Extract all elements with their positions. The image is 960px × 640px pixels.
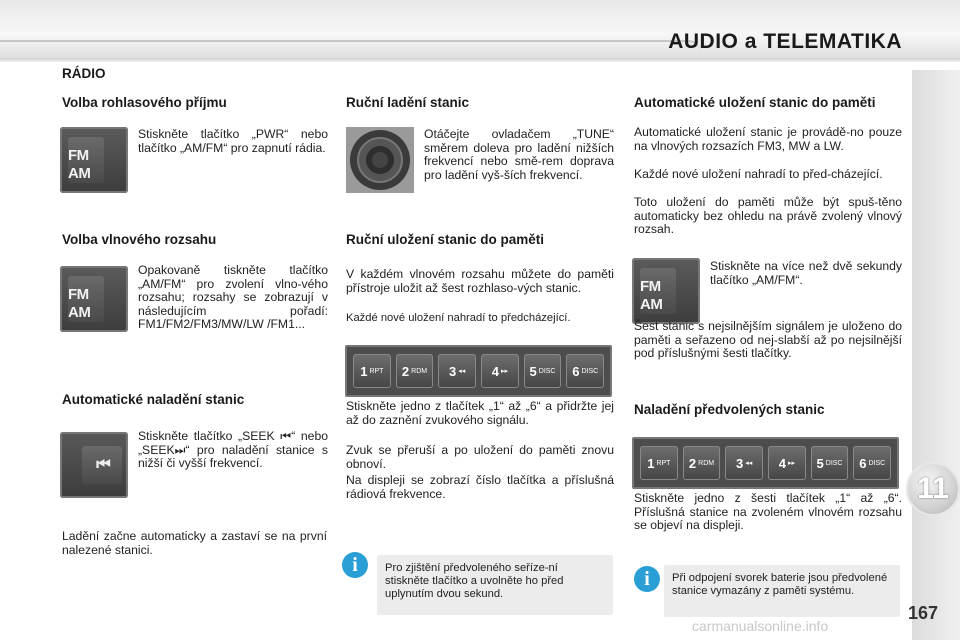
- preset-number: 2: [401, 363, 410, 379]
- info-icon: i: [634, 566, 660, 592]
- text-auto-ulozeni-btn: Stiskněte na více než dvě sekundy tlačítko „AM/FM“.: [710, 259, 902, 287]
- fm-label: FM: [68, 147, 89, 164]
- am-fm-button-icon: [60, 127, 128, 193]
- preset-key-1: [640, 446, 678, 480]
- am-label: AM: [68, 304, 91, 321]
- preset-number: 3: [736, 455, 744, 471]
- heading-volba-prijmu: Volba rohlasového příjmu: [62, 95, 227, 110]
- tune-knob-icon: [346, 127, 414, 193]
- heading-auto-naladeni: Automatické naladění stanic: [62, 392, 245, 407]
- preset-key-4: [768, 446, 806, 480]
- fm-label: FM: [68, 286, 89, 303]
- am-fm-button-icon: [60, 266, 128, 332]
- preset-sub-label: DISC: [868, 459, 886, 467]
- preset-number: 5: [816, 455, 824, 471]
- heading-rucni-ladeni: Ruční ladění stanic: [346, 95, 470, 110]
- preset-sub-label: DISC: [581, 367, 599, 375]
- am-label: AM: [640, 296, 663, 313]
- tune-knob-image: [346, 127, 414, 193]
- heading-volba-rozsahu: Volba vlnového rozsahu: [62, 232, 217, 247]
- preset-number: 1: [360, 363, 368, 379]
- preset-sub-label: ◂◂: [458, 368, 466, 375]
- text-rucni-ulozeni: V každém vlnovém rozsahu můžete do paměti přístroje uložit až šest rozhlaso-vých stanic.: [346, 267, 614, 295]
- preset-number: 4: [778, 455, 786, 471]
- preset-key-1: [353, 354, 391, 388]
- am-fm-button-icon: [632, 258, 700, 324]
- text-auto-ulozeni-4: Šest stanic s nejsilnějším signálem je uloženo do paměti a seřazeno od nej-slabší až po nejsilnější pod příslušnými šesti tlačítky.: [634, 319, 902, 360]
- text-auto-naladeni-note: Ladění začne automaticky a zastaví se na první nalezené stanici.: [62, 529, 327, 557]
- preset-sub-label: DISC: [538, 367, 556, 375]
- text-rucni-ulozeni-2: Stiskněte jedno z tlačítek „1“ až „6“ a přidržte jej až do zaznění zvukového signálu.: [346, 399, 614, 427]
- text-predvolene: Stiskněte jedno z šesti tlačítek „1“ až „6“. Příslušná stanice na zvoleném vlnovém rozsahu se objeví na displeji.: [634, 491, 902, 532]
- preset-key-3: [438, 354, 476, 388]
- preset-number: 2: [688, 455, 697, 471]
- text-auto-naladeni: Stiskněte tlačítko „SEEK ⏮“ nebo „SEEK⏭“ pro naladění stanice s nižší či vyšší frekvencí.: [138, 429, 328, 470]
- text-rucni-ulozeni-4: Na displeji se zobrazí číslo tlačítka a příslušná rádiová frekvence.: [346, 473, 614, 501]
- preset-key-3: [725, 446, 763, 480]
- page-title: AUDIO a TELEMATIKA: [668, 30, 902, 53]
- header-divider: [0, 58, 960, 62]
- preset-number: 6: [859, 455, 867, 471]
- chapter-sidebar: [912, 70, 960, 640]
- heading-predvolene: Naladění předvolených stanic: [634, 402, 825, 417]
- section-title: RÁDIO: [62, 66, 106, 81]
- text-rucni-ulozeni-3: Zvuk se přeruší a po uložení do paměti znovu obnoví.: [346, 443, 614, 471]
- watermark: carmanualsonline.info: [692, 618, 829, 634]
- preset-key-4: [481, 354, 519, 388]
- info-text-battery: Při odpojení svorek baterie jsou předvolené stanice vymazány z paměti systému.: [672, 572, 888, 597]
- fm-label: FM: [640, 278, 661, 295]
- seek-button-icon: [60, 432, 128, 498]
- preset-number: 3: [449, 363, 457, 379]
- am-label: AM: [68, 165, 91, 182]
- text-volba-prijmu: Stiskněte tlačítko „PWR“ nebo tlačítko „AM/FM“ pro zapnutí rádia.: [138, 127, 328, 155]
- preset-key-2: [396, 354, 434, 388]
- text-auto-ulozeni-3: Toto uložení do paměti může být spuš-těno automaticky bez ohledu na právě zvolený vlnový rozsah.: [634, 195, 902, 236]
- preset-sub-label: RPT: [656, 459, 671, 467]
- text-rucni-ulozeni-small: Každé nové uložení nahradí to předcházející.: [346, 312, 571, 324]
- chapter-number: 11: [917, 472, 949, 505]
- preset-sub-label: RDM: [411, 367, 428, 375]
- page-number: 167: [908, 603, 939, 623]
- preset-sub-label: RDM: [698, 459, 715, 467]
- preset-sub-label: DISC: [825, 459, 843, 467]
- preset-buttons-image: [632, 437, 899, 489]
- preset-number: 5: [529, 363, 537, 379]
- info-text-preset: Pro zjištění předvoleného seříze-ní stiskněte tlačítko a uvolněte ho před uplynutím dvou sekund.: [385, 562, 564, 600]
- text-rucni-ladeni: Otáčejte ovladačem „TUNE“ směrem doleva pro ladění nižších frekvencí nebo smě-rem doprava pro ladění vyš-ších frekvencí.: [424, 127, 614, 182]
- preset-key-6: [566, 354, 604, 388]
- text-volba-rozsahu: Opakovaně tiskněte tlačítko „AM/FM“ pro zvolení vlno-vého rozsahu; rozsahy se zobrazují v následujícím pořadí: FM1/FM2/FM3/MW/LW /FM1...: [138, 263, 328, 331]
- preset-sub-label: RPT: [369, 367, 384, 375]
- info-icon: i: [342, 552, 368, 578]
- header-swoosh: [0, 40, 700, 52]
- preset-key-2: [683, 446, 721, 480]
- preset-buttons-image: [345, 345, 612, 397]
- preset-key-5: [811, 446, 849, 480]
- preset-number: 6: [572, 363, 580, 379]
- text-auto-ulozeni: Automatické uložení stanic je provádě-no pouze na vlnových rozsazích FM3, MW a LW.: [634, 125, 902, 153]
- preset-number: 1: [647, 455, 655, 471]
- text-auto-ulozeni-2: Každé nové uložení nahradí to před-cházející.: [634, 167, 883, 181]
- preset-number: 4: [491, 363, 499, 379]
- preset-key-5: [524, 354, 562, 388]
- heading-rucni-ulozeni: Ruční uložení stanic do paměti: [346, 232, 545, 247]
- preset-sub-label: ◂◂: [745, 460, 753, 467]
- preset-key-6: [853, 446, 891, 480]
- chapter-badge: [906, 462, 960, 516]
- preset-sub-label: ▸▸: [787, 460, 795, 467]
- seek-back-icon: ⏮: [82, 446, 122, 484]
- heading-auto-ulozeni: Automatické uložení stanic do paměti: [634, 95, 876, 110]
- preset-sub-label: ▸▸: [500, 368, 508, 375]
